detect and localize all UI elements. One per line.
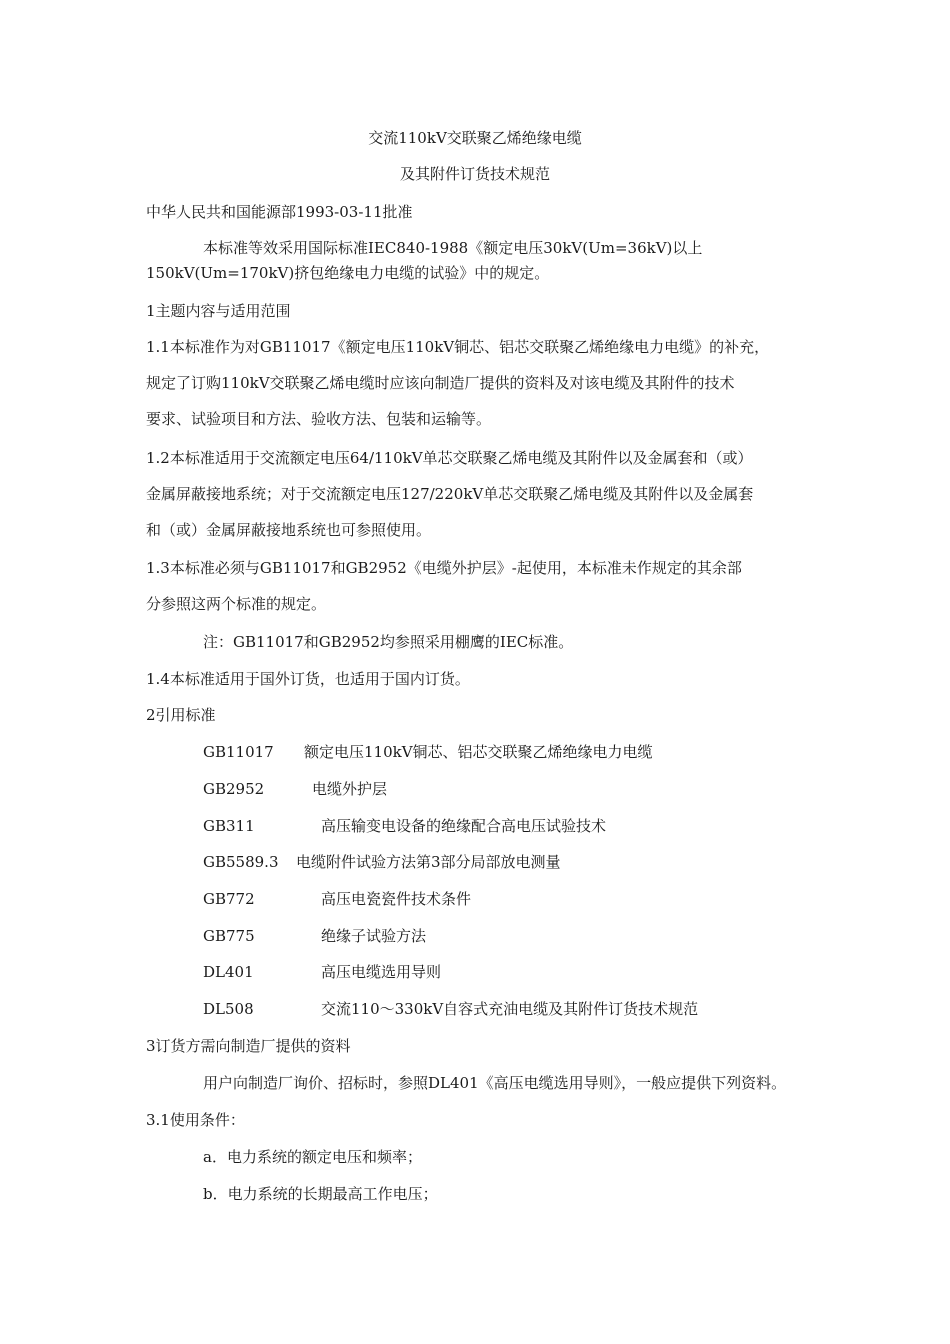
reference-code: GB772 (203, 890, 255, 908)
reference-title: 电缆附件试验方法第3部分局部放电测量 (296, 853, 561, 871)
reference-code: DL401 (203, 963, 254, 981)
note-line: 注：GB11017和GB2952均参照采用棚鹰的IEC标准。 (203, 633, 574, 651)
section-3-heading: 3订货方需向制造厂提供的资料 (146, 1037, 351, 1055)
reference-title: 高压输变电设备的绝缘配合高电压试验技术 (321, 817, 607, 835)
clause-1-4: 1.4本标准适用于国外订货，也适用于国内订货。 (146, 670, 470, 688)
clause-1-1-line-2: 规定了订购110kV交联聚乙烯电缆时应该向制造厂提供的资料及对该电缆及其附件的技术 (146, 374, 735, 392)
clause-1-1-line-3: 要求、试验项目和方法、验收方法、包装和运输等。 (146, 410, 492, 428)
intro-line-1: 本标准等效采用国际标准IEC840-1988《额定电压30kV(Um=36kV)以上 (203, 239, 703, 257)
section-1-heading: 1主题内容与适用范围 (146, 302, 291, 320)
clause-1-2-line-3: 和（或）金属屏蔽接地系统也可参照使用。 (146, 521, 432, 539)
section-2-heading: 2引用标准 (146, 706, 216, 724)
clause-1-2-line-2: 金属屏蔽接地系统；对于交流额定电压127/220kV单芯交联聚乙烯电缆及其附件以及金属套 (146, 485, 754, 503)
clause-3-1: 3.1使用条件： (146, 1111, 245, 1129)
approval-line: 中华人民共和国能源部1993-03-11批准 (146, 203, 413, 221)
title-line-2: 及其附件订货技术规范 (399, 165, 550, 183)
reference-code: GB2952 (203, 780, 265, 798)
list-item-a: a．电力系统的额定电压和频率； (203, 1148, 422, 1166)
section-3-intro: 用户向制造厂询价、招标时，参照DL401《高压电缆选用导则》，一般应提供下列资料。 (203, 1074, 787, 1092)
title-line-1: 交流110kV交联聚乙烯绝缘电缆 (368, 129, 582, 147)
reference-code: GB311 (203, 817, 255, 835)
reference-title: 高压电缆选用导则 (321, 963, 442, 981)
list-item-b: b．电力系统的长期最高工作电压； (203, 1185, 438, 1203)
reference-code: GB11017 (203, 743, 274, 761)
reference-title: 高压电瓷瓷件技术条件 (321, 890, 472, 908)
reference-title: 绝缘子试验方法 (321, 927, 427, 945)
intro-line-2: 150kV(Um=170kV)挤包绝缘电力电缆的试验》中的规定。 (146, 264, 550, 282)
clause-1-3-line-1: 1.3本标准必须与GB11017和GB2952《电缆外护层》-起使用，本标准未作规定的其余部 (146, 559, 742, 577)
clause-1-1-line-1: 1.1本标准作为对GB11017《额定电压110kV铜芯、铝芯交联聚乙烯绝缘电力电缆》的补充， (146, 338, 770, 356)
clause-1-3-line-2: 分参照这两个标准的规定。 (146, 595, 327, 613)
reference-code: GB5589.3 (203, 853, 279, 871)
clause-1-2-line-1: 1.2本标准适用于交流额定电压64/110kV单芯交联聚乙烯电缆及其附件以及金属套和（或） (146, 449, 753, 467)
reference-title: 电缆外护层 (312, 780, 388, 798)
reference-title: 交流110～330kV自容式充油电缆及其附件订货技术规范 (321, 1000, 699, 1018)
reference-code: DL508 (203, 1000, 254, 1018)
reference-code: GB775 (203, 927, 255, 945)
reference-title: 额定电压110kV铜芯、铝芯交联聚乙烯绝缘电力电缆 (304, 743, 653, 761)
